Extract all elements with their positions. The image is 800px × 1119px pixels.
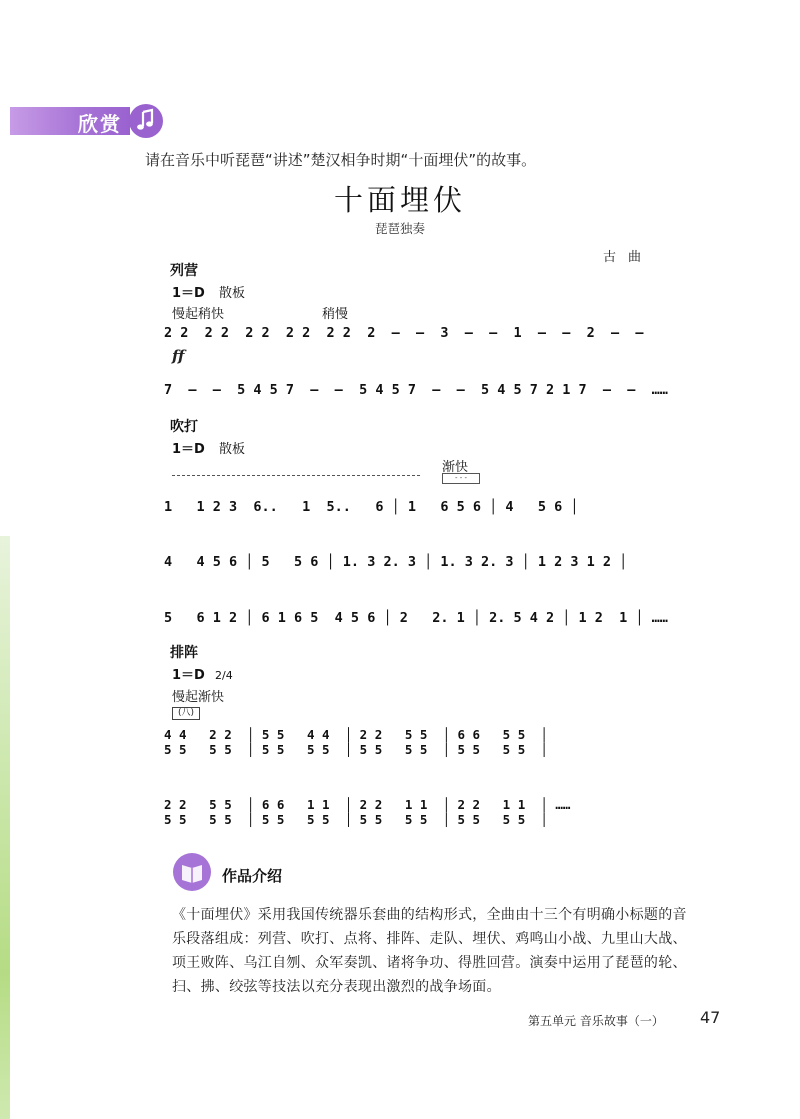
notation-line: 1 1 2 3 6.. 1 5.. 6 │ 1 6 5 6 │ 4 5 6 │ (164, 499, 579, 515)
meter-label: 2/4 (214, 669, 233, 682)
music-note-icon (128, 103, 164, 139)
intro-sentence: 请在音乐中听琵琶“讲述”楚汉相争时期“十面埋伏”的故事。 (145, 151, 537, 169)
tempo-dashes: - - - (442, 473, 480, 484)
notation-line: 2 2 5 5 │ 6 6 1 1 │ 2 2 1 1 │ 2 2 1 1 │ …… 5 5 5 5 │ 5 5 5 5 │ 5 5 5 5 │ 5 5 5 5 │ (164, 797, 571, 827)
notation-line: 5 6 1 2 │ 6 1 6 5 4 5 6 │ 2 2. 1 │ 2. 5 4 2 │ 1 2 1 │ …… (164, 610, 668, 626)
work-intro-heading: 作品介绍 (222, 867, 283, 885)
dynamic-mark: ff (172, 347, 185, 365)
tempo-mark: 渐快 (442, 460, 469, 475)
key-signature (172, 664, 233, 683)
book-icon (172, 852, 212, 892)
section-title-lieying: 列营 (170, 263, 198, 279)
key-label: 1＝D (172, 668, 205, 683)
page-number: 47 (700, 1008, 721, 1027)
tempo-mark: 稍慢 (322, 307, 349, 322)
piece-title: 十面埋伏 (333, 183, 466, 217)
section-title-chuida: 吹打 (170, 419, 198, 435)
meter-label: 散板 (218, 286, 245, 301)
notation-line: 2 2 2 2 2 2 2 2 2 2 2 – – 3 – – 1 – – 2 – – (164, 325, 644, 341)
key-signature (172, 438, 245, 457)
key-label: 1＝D (172, 286, 205, 301)
badge-label: 欣赏 (78, 112, 122, 136)
tempo-mark: 慢起渐快 (172, 690, 225, 705)
side-decoration-strip (0, 536, 10, 1119)
section-title-paizhen: 排阵 (170, 645, 198, 661)
play-technique-box: (八) (172, 707, 200, 720)
work-intro-text: 《十面埋伏》采用我国传统器乐套曲的结构形式，全曲由十三个有明确小标题的音乐段落组成：列营、吹打、点将、排阵、走队、埋伏、鸡鸣山小战、九里山大战、项王败阵、乌江自刎、众军奏凯、诸将争功、得胜回营。演奏中运用了琵琶的轮、扫、拂、绞弦等技法以充分表现出激烈的战争场面。 (172, 907, 687, 995)
composer: 古曲 (603, 250, 654, 265)
notation-line: 4 4 2 2 │ 5 5 4 4 │ 2 2 5 5 │ 6 6 5 5 │ 5 5 5 5 │ 5 5 5 5 │ 5 5 5 5 │ 5 5 5 5 │ (164, 727, 548, 757)
meter-label: 散板 (218, 442, 245, 457)
notation-line: 7 – – 5 4 5 7 – – 5 4 5 7 – – 5 4 5 7 2 1 7 – – …… (164, 382, 668, 398)
key-signature (172, 282, 245, 301)
dashed-line (172, 475, 420, 476)
piece-subtitle: 琵琶独奏 (374, 221, 425, 236)
key-label: 1＝D (172, 442, 205, 457)
section-badge (10, 103, 165, 139)
notation-line: 4 4 5 6 │ 5 5 6 │ 1. 3 2. 3 │ 1. 3 2. 3 │ 1 2 3 1 2 │ (164, 554, 628, 570)
footer-unit-title: 第五单元 音乐故事（一） (528, 1014, 664, 1028)
tempo-mark: 慢起稍快 (172, 307, 225, 322)
